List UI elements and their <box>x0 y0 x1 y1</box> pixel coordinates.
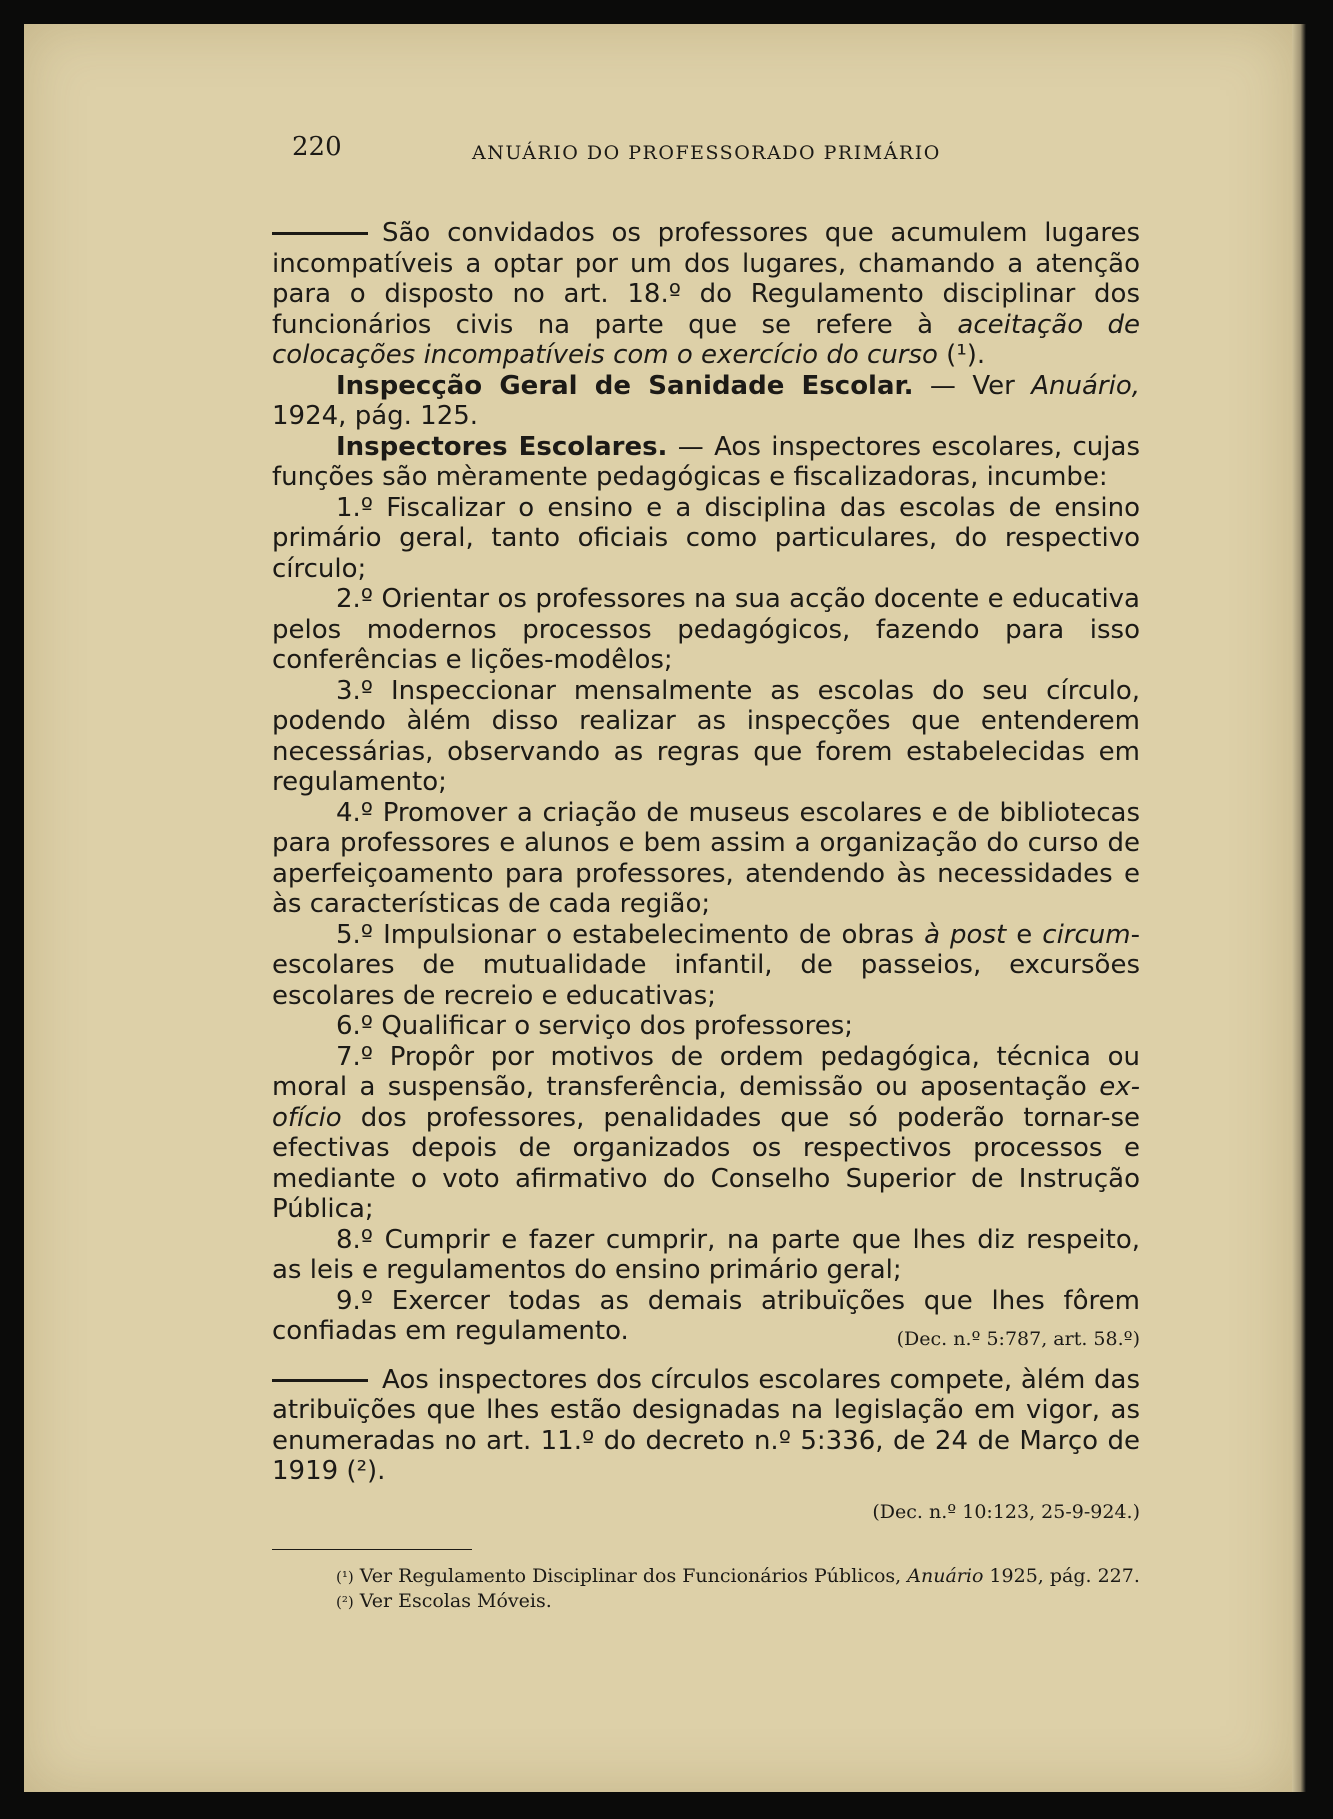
page-edge <box>1292 24 1306 1792</box>
footnote-text: 1925, pág. 227. <box>983 1565 1140 1587</box>
list-item: 1.º Fiscalizar o ensino e a disciplina das escolas de ensino primário geral, tanto oficiais como particulares, do respectivo círculo; <box>272 492 1140 584</box>
running-title: ANUÁRIO DO PROFESSORADO PRIMÁRIO <box>472 142 941 164</box>
paragraph-text: Aos inspectores dos círculos escolares compete, àlém das atribuïções que lhes estão designadas na legislação em vigor, as enumeradas no art. 11.º do decreto n.º 5:336, de 24 de Março de 1919 (²). <box>272 1364 1140 1486</box>
footnote-italic: Anuário <box>907 1565 984 1587</box>
list-item-text: 5.º Impulsionar o estabelecimento de obras <box>336 919 925 950</box>
footnote-divider <box>272 1549 472 1550</box>
footnote-text: Ver Regulamento Disciplinar dos Funcionários Públicos, <box>353 1565 908 1587</box>
list-item <box>272 1285 1140 1350</box>
list-item: 4.º Promover a criação de museus escolares e de bibliotecas para professores e alunos e bem assim a organização do curso de aperfeiçoamento para professores, atendendo às necessidades e às características de cada região; <box>272 797 1140 919</box>
list-item-text: dos professores, penalidades que só poderão tornar-se efectivas depois de organizados os respectivos processos e mediante o voto afirmativo do Conselho Superior de Instrução Pública; <box>272 1102 1140 1224</box>
list-item <box>272 1042 1140 1225</box>
list-item-text: -escolares de mutualidade infantil, de passeios, excursões escolares de recreio e educativas; <box>272 919 1140 1011</box>
list-item-text: e <box>1006 919 1043 950</box>
footnote-ref: (¹). <box>937 340 986 370</box>
spacer <box>272 1487 1140 1497</box>
paragraph-text: 1924, pág. 125. <box>272 401 479 431</box>
list-item: 3.º Inspeccionar mensalmente as escolas do seu círculo, podendo àlém disso realizar as inspecções que entenderem necessárias, observando as regras que forem estabelecidas em regulamento; <box>272 675 1140 797</box>
page-content <box>272 128 1140 1614</box>
list-item-italic: circum <box>1042 919 1131 950</box>
list-item: 2.º Orientar os professores na sua acção docente e educativa pelos modernos processos pedagógicos, fazendo para isso conferências e lições-modêlos; <box>272 584 1140 675</box>
footnote-text: Ver Escolas Móveis. <box>353 1590 552 1612</box>
paragraph-text: — Ver <box>913 370 1032 401</box>
entry-heading: Inspecção Geral de Sanidade Escolar. <box>336 370 914 401</box>
em-dash-rule <box>272 232 368 235</box>
list-item <box>272 920 1140 1012</box>
footnote-marker: (¹) <box>336 1568 354 1586</box>
paragraph-convidados <box>272 218 1140 371</box>
page-number: 220 <box>292 132 342 162</box>
list-item-italic: ex-ofício <box>272 1072 1140 1133</box>
footnotes <box>272 1564 1140 1614</box>
list-item-text: 7.º Propôr por motivos de ordem pedagógica, técnica ou moral a suspensão, transferência, demissão ou aposentação <box>272 1041 1140 1102</box>
paragraph-text: — Aos inspectores escolares, cujas funções são mèramente pedagógicas e fiscalizadoras, incumbe: <box>272 431 1140 492</box>
paragraph-text: São convidados os professores que acumulem lugares incompatíveis a optar por um dos lugares, chamando a atenção para o disposto no art. 18.º do Regulamento disciplinar dos funcionários civis na parte que se refere à <box>272 218 1140 340</box>
decree-citation: (Dec. n.º 5:787, art. 58.º) <box>896 1328 1140 1350</box>
list-item: 8.º Cumprir e fazer cumprir, na parte que lhes diz respeito, as leis e regulamentos do ensino primário geral; <box>272 1224 1140 1285</box>
footnote-2 <box>272 1589 1140 1614</box>
paragraph-italic: Anuário, <box>1031 370 1140 401</box>
paragraph-inspectores <box>272 432 1140 493</box>
footnote-1 <box>272 1564 1140 1589</box>
entry-heading: Inspectores Escolares. <box>336 431 668 462</box>
list-item-italic: à post <box>924 919 1007 950</box>
paragraph-circulos <box>272 1365 1140 1487</box>
paragraph-italic: aceitação de colocações incompatíveis com o exercício do curso <box>272 309 1140 370</box>
list-item-text: 9.º Exercer todas as demais atribuïções que lhes fôrem confiadas em regulamento. <box>272 1285 1140 1346</box>
em-dash-rule <box>272 1379 368 1382</box>
list-item: 6.º Qualificar o serviço dos professores; <box>336 1011 854 1041</box>
paragraph-inspeccao-geral <box>272 371 1140 432</box>
footnote-marker: (²) <box>336 1593 354 1611</box>
decree-citation: (Dec. n.º 10:123, 25-9-924.) <box>872 1500 1140 1523</box>
page-header <box>272 128 1140 188</box>
